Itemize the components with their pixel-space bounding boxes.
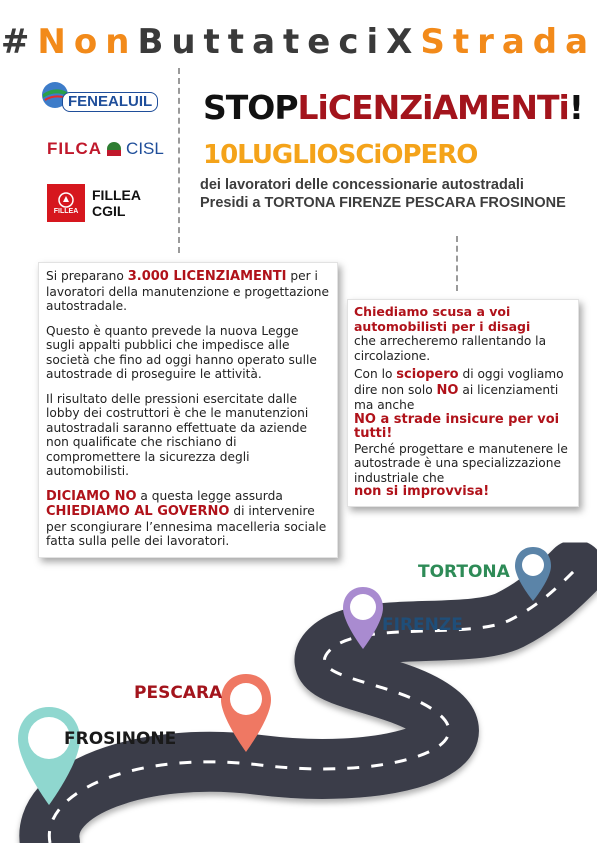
specialization-text: Perché progettare e manutenere le autostrade è una specializzazione industriale che — [354, 441, 568, 485]
city-label-firenze: FIRENZE — [382, 615, 463, 635]
road — [49, 570, 575, 843]
paragraph-lobby: Il risultato delle pressioni esercitate dalle lobby dei costruttori è che le manutenzioni autostradali saranno effettuate da aziende non qualificate che rischiano di compromettere la sicurezza degli automobilisti. — [46, 391, 309, 478]
city-label-pescara: PESCARA — [134, 683, 223, 703]
apology-text: che arrecheremo rallentando la circolazione. — [354, 334, 547, 363]
right-info-box — [347, 299, 579, 507]
cisl-logo-text: CISL — [126, 139, 164, 158]
city-label-tortona: TORTONA — [418, 562, 510, 582]
stop-licenziamenti-title: STOPLiCENZiAMENTi! — [203, 88, 583, 127]
paragraph-legge: Questo è quanto prevede la nuova Legge sugli appalti pubblici che impedisce alle società che fino ad oggi hanno operato sulle autostrade di proseguire le attività. — [46, 323, 317, 381]
hashtag-title: #NonButtateciXStrada — [0, 22, 597, 62]
specialization-closing: non si improvvisa! — [354, 484, 490, 499]
paragraph-licenziamenti: Si preparano 3.000 LICENZIAMENTI per i lavoratori della manutenzione e progettazione autostradale. — [46, 269, 330, 313]
subtitle-workers: dei lavoratori delle concessionarie autostradali — [200, 177, 524, 193]
pin-frosinone-icon — [16, 705, 82, 807]
fillea-badge: FILLEA — [47, 184, 85, 222]
strike-message: Con lo sciopero di oggi vogliamo dire non solo NO ai licenziamenti ma anche — [354, 367, 564, 412]
cgil-logo-text: CGIL — [92, 203, 126, 219]
apology-heading: Chiediamo scusa a voi automobilisti per i disagi — [354, 304, 531, 334]
left-info-box — [38, 262, 338, 558]
strike-date-title: 10LUGLIOSCiOPERO — [203, 140, 478, 170]
logo-filca-cisl — [47, 139, 164, 159]
fillea-logo-text: FILLEA — [92, 187, 141, 203]
logo-fillea-cgil — [47, 184, 141, 222]
pin-firenze-icon — [341, 585, 385, 651]
fillea-symbol-icon — [58, 192, 74, 208]
divider-vertical — [178, 68, 180, 253]
safety-message: NO a strade insicure per voi tutti! — [354, 411, 560, 441]
cisl-dot-icon — [106, 141, 122, 157]
feneal-logo-text: FENEALUIL — [68, 93, 153, 110]
paragraph-diciamo-no: DICIAMO NO a questa legge assurda CHIEDIAMO AL GOVERNO di intervenire per scongiurare l’ennesima macelleria sociale fatta sulla pelle dei lavoratori. — [46, 488, 327, 548]
subtitle-presidi: Presidi a TORTONA FIRENZE PESCARA FROSINONE — [200, 195, 566, 211]
logo-feneal — [40, 78, 158, 112]
filca-logo-text: FILCA — [47, 139, 103, 158]
road-illustration — [0, 540, 597, 843]
divider-vertical-right — [456, 236, 458, 291]
pin-tortona-icon — [513, 545, 553, 603]
pin-pescara-icon — [219, 672, 273, 754]
city-label-frosinone: FROSINONE — [64, 729, 177, 749]
